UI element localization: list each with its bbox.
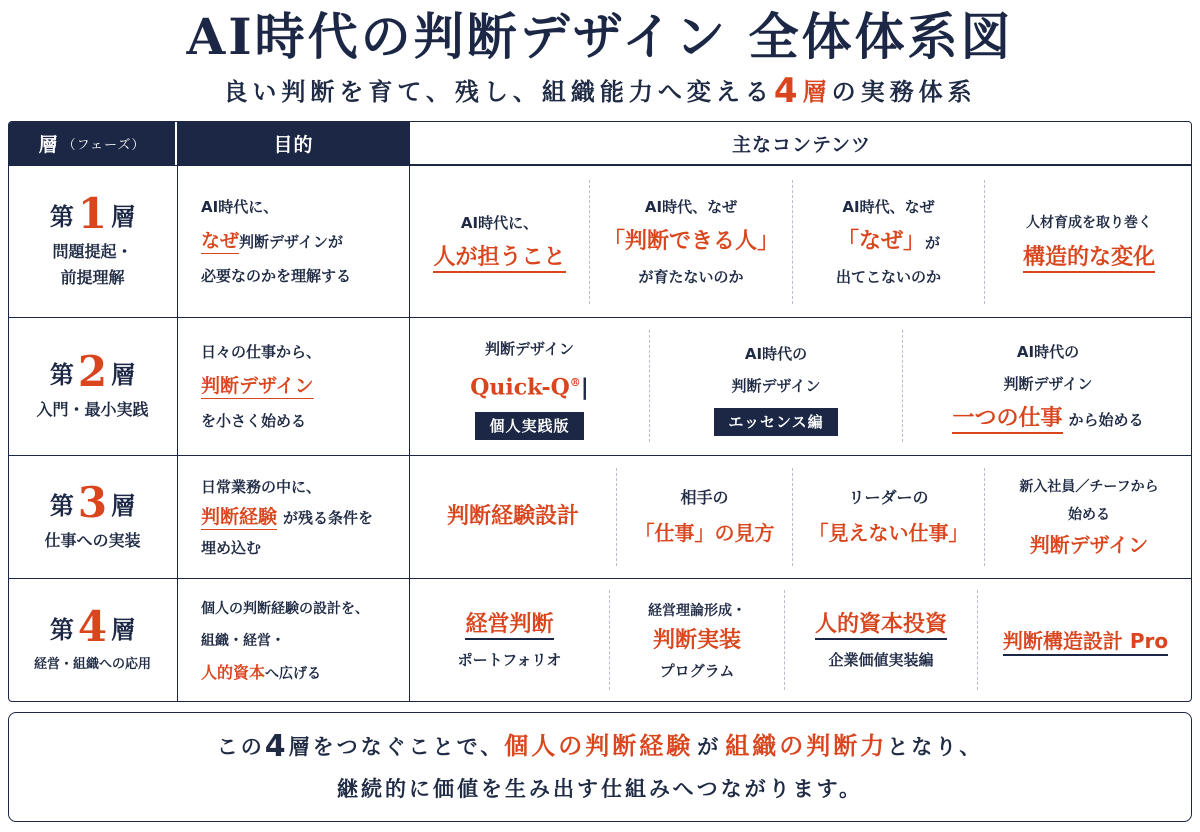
content-ai-human-role [410,166,589,317]
content-title: 「仕事」の見方 [634,521,775,545]
layer-4 [9,579,176,702]
content-why-not-emerge [793,166,984,317]
content-title: 判断実装 [652,628,741,653]
badge-essence-edition: エッセンス編 [714,408,837,436]
content-newcomer [985,456,1192,578]
summary-box [8,712,1192,822]
layer-3-name: 第3 層 [49,477,136,527]
content-line: 相手の [680,488,729,507]
subtitle-layer-word: 層 [802,78,832,106]
layer-4-phase: 経営・組織への応用 [33,656,151,672]
content-line: AI時代、なぜ [644,197,738,216]
layer-4-name: 第4 層 [49,601,136,651]
purpose-4-line1: 個人の判断経験の設計を、 [201,600,369,617]
header-purpose-label: 目的 [273,134,314,156]
content-management-portfolio [410,579,609,702]
header-contents-label: 主なコンテンツ [731,133,872,156]
content-title: 構造的な変化 [1023,245,1155,273]
purpose-3-line2: 判断経験 が残る条件を [201,505,374,528]
purpose-1 [187,166,415,317]
content-line: AI時代に、 [460,213,539,232]
purpose-3-line1: 日常業務の中に、 [201,477,322,496]
summary-line-2: 継続的に価値を生み出す仕組みへつながります。 [337,776,863,801]
quick-q-title: Quick-Q®| [470,374,589,401]
content-title-line: 一つの仕事 から始める [952,400,1143,438]
purpose-2 [187,318,415,455]
content-title: 「判断できる人」 [602,228,779,254]
header-contents [410,122,1192,165]
subtitle-number: 4 [773,71,803,111]
purpose-4-line2: 組織・経営・ [201,632,285,649]
purpose-2-line1: 日々の仕事から、 [201,343,322,361]
content-title: 「見えない仕事」 [808,521,969,545]
purpose-2-line3: を小さく始める [201,412,307,430]
subtitle-tail: の実務体系 [831,78,977,106]
purpose-1-line1: AI時代に、 [201,198,279,216]
content-line: 出てこないのか [835,267,941,286]
content-line: AI時代の [744,344,808,363]
badge-personal-edition: 個人実践版 [475,412,583,440]
content-structural-change [985,166,1192,317]
purpose-3 [187,456,415,578]
content-line: プログラム [659,662,735,680]
layer-2-name: 第2 層 [49,347,136,396]
page-title: AI時代の判断デザイン 全体体系図 [186,7,1014,66]
content-quick-q [410,318,649,455]
content-partner-view [617,456,792,578]
layer-3 [9,456,176,578]
content-title: 判断経験設計 [446,504,579,529]
content-title-line: 「なぜ」が [836,228,941,254]
summary-line-1: この4層をつなぐことで、個人の判断経験 が 組織の判断力となり、 [216,728,984,764]
layer-2-phase: 入門・最小実践 [36,400,149,419]
content-essence [650,318,902,455]
content-line: 人材育成を取り巻く [1026,214,1152,231]
subtitle-text: 良い判断を育て、残し、組織能力へ変える [223,78,774,106]
header-layer [9,122,177,165]
purpose-1-line3: 必要なのかを理解する [201,267,352,285]
purpose-3-line3: 埋め込む [201,538,262,557]
content-title: 人的資本投資 [815,612,947,640]
content-line: が育たないのか [638,267,744,286]
layer-1-name: 第1 層 [49,189,136,238]
header-layer-sub: （フェーズ） [62,138,146,153]
purpose-4 [187,579,415,702]
content-line: 始める [1068,507,1110,523]
content-line: 企業価値実装編 [828,651,934,669]
content-line: ポートフォリオ [457,651,562,669]
content-line: 判断デザイン [1003,374,1093,393]
content-why-not-grow [590,166,792,317]
header-purpose [177,122,410,165]
content-invisible-work [793,456,984,578]
purpose-4-line3: 人的資本へ広げる [201,662,322,682]
content-structure-pro [978,579,1192,702]
content-line: AI時代、なぜ [842,197,935,216]
content-title: 経営判断 [465,612,553,640]
purpose-1-line2: なぜ判断デザインが [201,230,343,252]
content-line: AI時代の [1016,342,1080,361]
layer-3-phase: 仕事への実装 [44,530,141,550]
layer-1-phase: 問題提起・ [52,242,133,261]
layer-1 [9,166,176,317]
content-human-capital [785,579,977,702]
layer-2 [9,318,176,455]
content-line: リーダーの [848,488,929,507]
content-title: 人が担うこと [433,245,565,273]
content-line: 新入社員／チーフから [1019,479,1159,495]
framework-table [8,121,1192,702]
layer-1-phase-2: 前提理解 [60,268,125,287]
content-title: 判断構造設計 Pro [1003,629,1168,656]
content-judgment-program [610,579,784,702]
header-layer-label: 層 [38,134,59,156]
column-divider [177,122,178,702]
page-subtitle [0,72,1200,111]
content-line: 判断デザイン [731,376,821,395]
content-experience-design [410,456,616,578]
content-one-job [903,318,1192,455]
purpose-2-line2: 判断デザイン [201,375,314,397]
content-title: 判断デザイン [1029,533,1149,557]
content-line: 経営理論形成・ [648,603,746,619]
content-line: 判断デザイン [485,339,574,358]
